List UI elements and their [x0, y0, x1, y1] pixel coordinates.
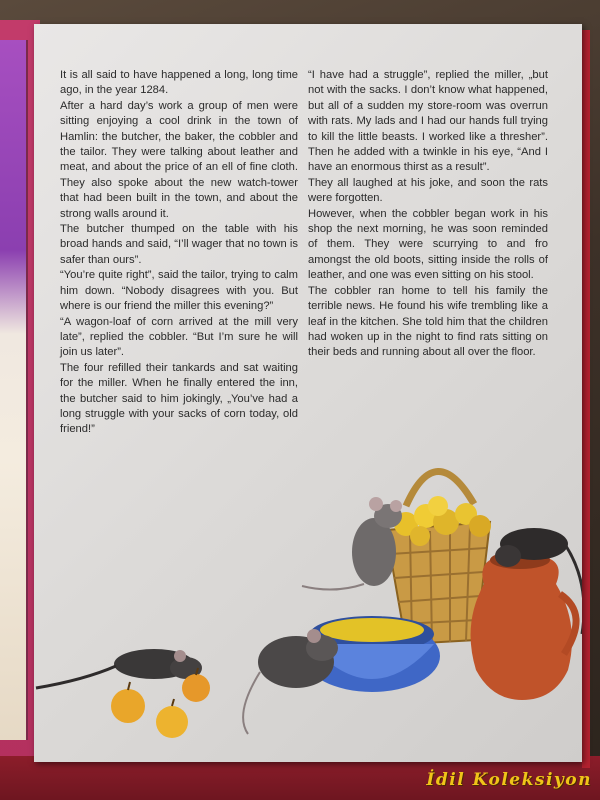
- clay-jug: [471, 551, 577, 700]
- rat-in-basket: [302, 497, 402, 590]
- rat-on-bowl: [243, 629, 338, 734]
- story-paragraph: The four refilled their tankards and sat waiting for the miller. When he finally entered the inn, the butcher said to him jokingly, „You’ve had a long struggle with your sacks of corn today, old friend!”: [60, 361, 298, 436]
- story-paragraph: The cobbler ran home to tell his family the terrible news. He found his wife trembling like a leaf in the kitchen. She told him that the children had woken up in the night to find rats sitting on their beds and running about all over the floor.: [308, 284, 548, 359]
- story-paragraph: The butcher thumped on the table with his broad hands and said, “I’ll wager that no town is safer than ours”.: [60, 223, 298, 266]
- story-paragraph: “You’re quite right”, said the tailor, trying to calm him down. “Nobody disagrees with you. But where is our friend the miller this evening?”: [60, 269, 298, 313]
- story-paragraph: After a hard day’s work a group of men were sitting enjoying a cool drink in the town of Hamlin: the butcher, the baker, the cobbler and the tailor. They were talking about leather and meat, and about the price of an ell of fine cloth. They also spoke about the new watch-tower that had been built in the town, and about the strong walls around it.: [60, 99, 298, 220]
- story-paragraph: However, when the cobbler began work in his shop the next morning, he was soon reminded of them. They were scurrying to and fro amongst the old boots, sitting inside the rolls of leather, and one was even sitting on his stool.: [308, 207, 548, 282]
- story-paragraph: They all laughed at his joke, and soon the rats were forgotten.: [308, 176, 548, 205]
- rat-left: [36, 649, 202, 688]
- story-left-column: [60, 68, 298, 438]
- book-cover-edge: [582, 30, 590, 768]
- previous-page-illustration-strip: [0, 40, 28, 740]
- story-paragraph: It is all said to have happened a long, long time ago, in the year 1284.: [60, 69, 298, 97]
- watermark: İdil Koleksiyon: [426, 770, 592, 790]
- rats-illustration: [34, 444, 582, 744]
- story-right-column: [308, 68, 548, 361]
- story-paragraph: “I have had a struggle”, replied the miller, „but not with the sacks. I don’t know what happened, but all of a sudden my store-room was overrun with rats. My lads and I had our hands full trying to kill the little beasts. I worked like a thresher”. Then he added with a twinkle in his eye, “And I have an enormous thirst as a result”.: [308, 69, 548, 174]
- book-page: [34, 24, 582, 762]
- story-paragraph: “A wagon-loaf of corn arrived at the mill very late”, replied the cobbler. “But I’m sure he will join us later”.: [60, 315, 298, 359]
